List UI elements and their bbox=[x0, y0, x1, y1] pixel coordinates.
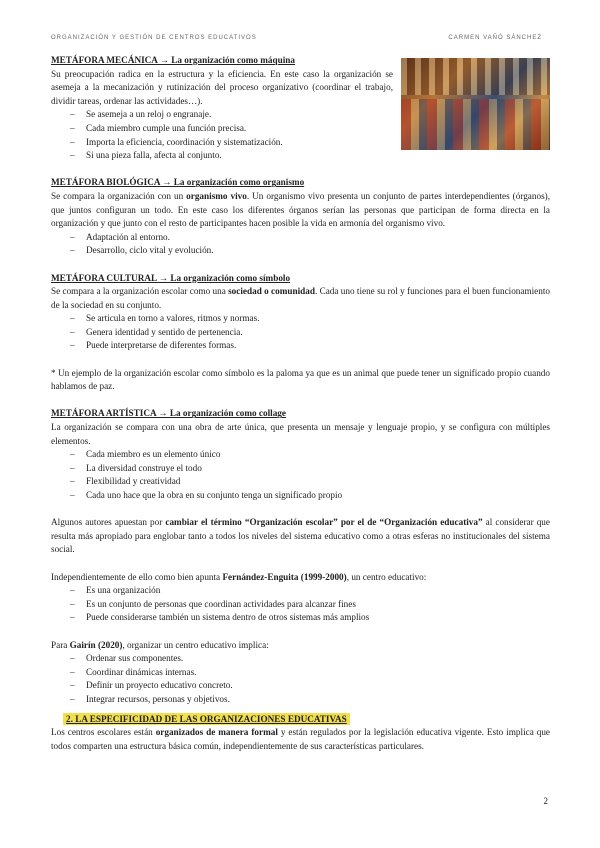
list-item: – Ordenar sus componentes. bbox=[70, 652, 550, 666]
gairin-paragraph: Para Gairín (2020), organizar un centro educativo implica: bbox=[51, 639, 269, 650]
cultural-text: Se compara a la organización escolar como una sociedad o comunidad. Cada uno tiene su rol y funciones para el buen funcionamiento de la sociedad en su conjunto. bbox=[51, 286, 551, 310]
gairin-list bbox=[51, 652, 550, 706]
section-2-text: Los centros escolares están organizados de manera formal y están regulados por la legislación educativa vigente. Esto implica que todos comparten una estructura básica común, independientemente de sus características particulares. bbox=[51, 727, 551, 751]
page-header bbox=[51, 35, 542, 47]
list-item: – Adaptación al entorno. bbox=[70, 231, 550, 245]
list-item: – Genera identidad y sentido de pertenencia. bbox=[70, 326, 550, 340]
list-item: – Importa la eficiencia, coordinación y sistematización. bbox=[70, 136, 550, 150]
list-item: – Se articula en torno a valores, ritmos y normas. bbox=[70, 312, 550, 326]
header-author: CARMEN VAÑÓ SÁNCHEZ bbox=[448, 35, 542, 41]
section-2-heading: 2. LA ESPECIFICIDAD DE LAS ORGANIZACIONES EDUCATIVAS bbox=[51, 713, 550, 727]
biologica-text: Se compara la organización con un organismo vivo. Un organismo vivo presenta un conjunto de partes interdependientes (órganos), que juntos configuran un todo. En este caso los diferentes órganos serían las personas que participan de forma directa en la organización y que junto con el resto de participantes hacen posible la vida en armonía del organismo vivo. bbox=[51, 190, 551, 229]
biologica-heading: METÁFORA BIOLÓGICA → La organización como organismo bbox=[51, 177, 305, 188]
enguita-paragraph: Independientemente de ello como bien apunta Fernández-Enguita (1999-2000), un centro educativo: bbox=[51, 571, 427, 582]
biologica-list bbox=[51, 231, 550, 258]
enguita-list bbox=[51, 584, 550, 625]
header-course-title: ORGANIZACIÓN Y GESTIÓN DE CENTROS EDUCATIVOS bbox=[51, 35, 257, 41]
list-item: – Puede interpretarse de diferentes formas. bbox=[70, 339, 550, 353]
artistica-text: La organización se compara con una obra de arte única, que presenta un mensaje y lenguaje propio, y se configura con múltiples elementos. bbox=[51, 422, 550, 446]
list-item: – Se asemeja a un reloj o engranaje. bbox=[70, 108, 550, 122]
autores-paragraph: Algunos autores apuestan por cambiar el término “Organización escolar” por el de “Organización educativa” al considerar que resulta más apropiado para englobar tanto a todos los niveles del sistema educativo como a otras esferas no institucionales del sistema social. bbox=[51, 517, 550, 555]
document-body bbox=[51, 54, 550, 753]
list-item: – Desarrollo, ciclo vital y evolución. bbox=[70, 244, 550, 258]
cultural-list bbox=[51, 312, 550, 353]
artistica-list bbox=[51, 448, 550, 502]
list-item: – Si una pieza falla, afecta al conjunto. bbox=[70, 149, 550, 163]
list-item: – Es un conjunto de personas que coordinan actividades para alcanzar fines bbox=[70, 598, 550, 612]
list-item: – La diversidad construye el todo bbox=[70, 462, 550, 476]
mecanica-list bbox=[51, 108, 550, 162]
cultural-note: * Un ejemplo de la organización escolar como símbolo es la paloma ya que es un animal que puede tener un significado propio cuando hablamos de paz. bbox=[51, 367, 550, 392]
list-item: – Definir un proyecto educativo concreto. bbox=[70, 679, 550, 693]
list-item: – Coordinar dinámicas internas. bbox=[70, 666, 550, 680]
mecanica-heading: METÁFORA MECÁNICA → La organización como máquina bbox=[51, 55, 295, 65]
list-item: – Cada miembro cumple una función precisa. bbox=[70, 122, 550, 136]
list-item: – Es una organización bbox=[70, 584, 550, 598]
list-item: – Cada uno hace que la obra en su conjunto tenga un significado propio bbox=[70, 489, 550, 503]
list-item: – Integrar recursos, personas y objetivos. bbox=[70, 693, 550, 707]
page-number: 2 bbox=[543, 796, 548, 806]
cultural-heading: METÁFORA CULTURAL → La organización como símbolo bbox=[51, 272, 291, 283]
artistica-heading: METÁFORA ARTÍSTICA → La organización como collage bbox=[51, 408, 286, 419]
mecanica-text: Su preocupación radica en la estructura y la eficiencia. En este caso la organización se asemeja a la mecanización y rutinización del proceso organizativo (coordinar el trabajo, dividir tareas, ordenar las actividades…). bbox=[51, 68, 393, 106]
list-item: – Cada miembro es un elemento único bbox=[70, 448, 550, 462]
list-item: – Flexibilidad y creatividad bbox=[70, 475, 550, 489]
list-item: – Puede considerarse también un sistema dentro de otros sistemas más amplios bbox=[70, 611, 550, 625]
